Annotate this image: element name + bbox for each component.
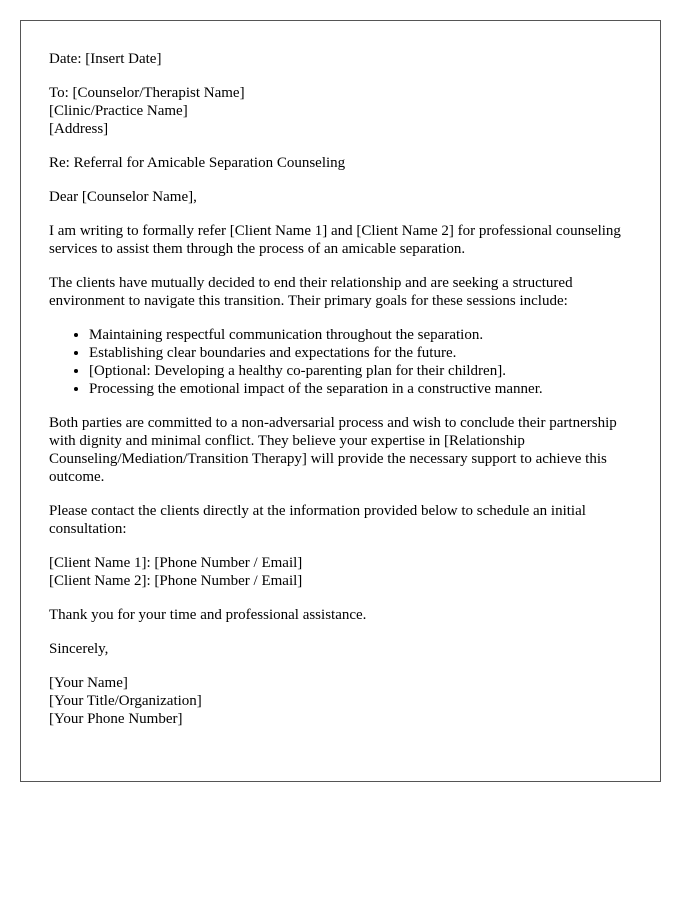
intro-paragraph: I am writing to formally refer [Client Name 1] and [Client Name 2] for professional counseling services to assist them through the process of an amicable separation. <box>49 223 621 257</box>
client-2-contact: [Client Name 2]: [Phone Number / Email] <box>49 573 303 589</box>
list-item: • Processing the emotional impact of the separation in a constructive manner. <box>89 380 631 398</box>
commitment-paragraph: Both parties are committed to a non-adversarial process and wish to conclude their partnership with dignity and minimal conflict. They believe your expertise in [Relationship Counseling/Mediation/Transition Therapy] will provide the necessary support to achieve this outcome. <box>49 415 617 485</box>
contact-paragraph: Please contact the clients directly at the information provided below to schedule an initial consultation: <box>49 503 586 537</box>
list-item: • [Optional: Developing a healthy co-parenting plan for their children]. <box>89 362 631 380</box>
recipient-block <box>49 84 631 138</box>
list-item: • Maintaining respectful communication throughout the separation. <box>89 326 631 344</box>
referral-letter <box>20 20 661 782</box>
sender-name: [Your Name] <box>49 675 128 691</box>
goals-intro-paragraph: The clients have mutually decided to end their relationship and are seeking a structured environment to navigate this transition. Their primary goals for these sessions include: <box>49 275 573 309</box>
thanks-line: Thank you for your time and professional assistance. <box>49 607 367 623</box>
client-1-contact: [Client Name 1]: [Phone Number / Email] <box>49 555 303 571</box>
recipient-name: To: [Counselor/Therapist Name] <box>49 85 245 101</box>
goals-list <box>49 326 631 398</box>
signature-block <box>49 674 631 728</box>
date-line: Date: [Insert Date] <box>49 51 162 67</box>
recipient-address: [Address] <box>49 121 109 137</box>
subject-line: Re: Referral for Amicable Separation Counseling <box>49 155 346 171</box>
sender-title: [Your Title/Organization] <box>49 693 202 709</box>
sender-phone: [Your Phone Number] <box>49 711 183 727</box>
closing-line: Sincerely, <box>49 641 109 657</box>
salutation: Dear [Counselor Name], <box>49 189 197 205</box>
contact-block <box>49 554 631 590</box>
list-item: • Establishing clear boundaries and expectations for the future. <box>89 344 631 362</box>
recipient-clinic: [Clinic/Practice Name] <box>49 103 188 119</box>
